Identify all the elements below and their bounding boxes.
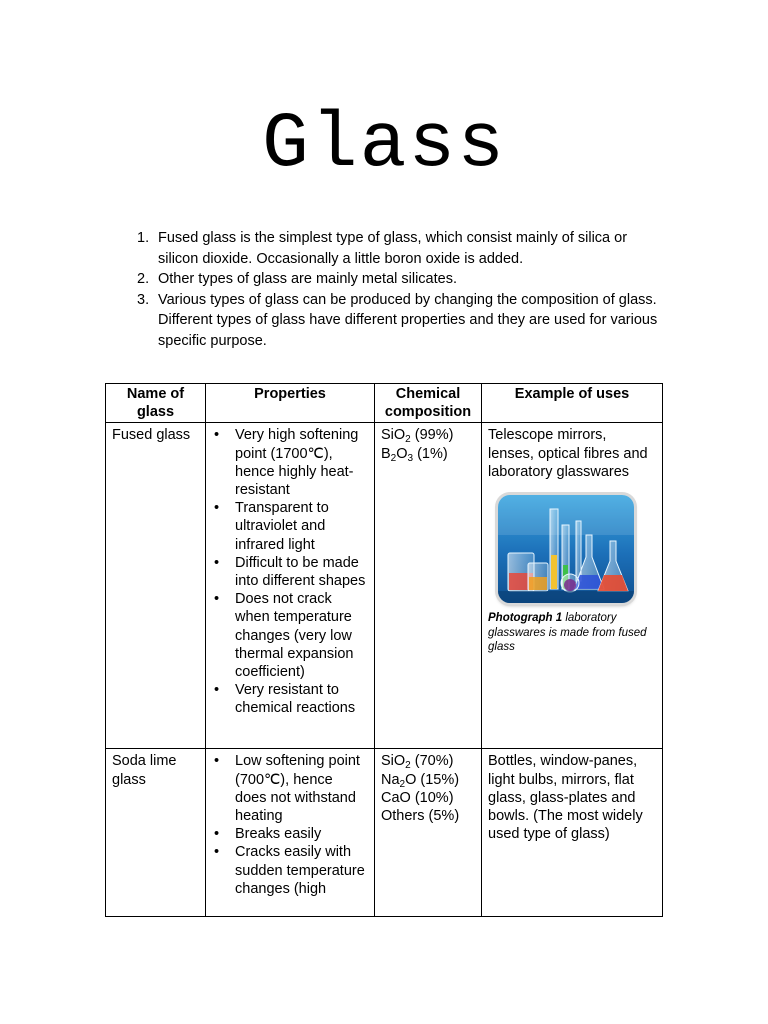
page-title: Glass — [261, 101, 507, 189]
list-item: • Breaks easily — [212, 825, 368, 843]
subscript: 2 — [405, 434, 411, 446]
list-item — [130, 290, 670, 352]
glassware-illustration — [498, 495, 634, 603]
composition-line: CaO (10%) — [381, 789, 454, 806]
caption-label: Photograph 1 — [488, 612, 563, 625]
list-text: Fused glass is the simplest type of glass, which consist mainly of silica or silicon dioxide. Occasionally a little boron oxide is added. — [158, 230, 628, 267]
uses-text: Telescope mirrors, lenses, optical fibres and laboratory glasswares — [488, 427, 648, 480]
photo-caption — [488, 611, 656, 655]
list-item — [130, 228, 670, 269]
composition-line — [381, 445, 475, 463]
glass-name: Soda lime glass — [106, 749, 206, 917]
uses-cell: Bottles, window-panes, light bulbs, mirrors, flat glass, glass-plates and bowls. (The most widely used type of glass) — [482, 749, 663, 917]
list-item: • Difficult to be made into different shapes — [212, 554, 368, 590]
list-number: 3. — [137, 291, 150, 308]
formula-text: (1%) — [413, 445, 448, 462]
list-item — [130, 269, 670, 290]
subscript: 2 — [399, 778, 406, 790]
table-row — [106, 423, 663, 749]
list-number: 1. — [137, 230, 150, 246]
list-item: • Very high softening point (1700℃), hence highly heat-resistant — [212, 426, 368, 499]
subscript: 2 — [405, 760, 411, 772]
list-item: • Does not crack when temperature changes (very low thermal expansion coefficient) — [212, 590, 368, 681]
intro-list — [130, 228, 670, 351]
glass-types-table — [105, 383, 663, 917]
list-text: Other types of glass are mainly metal silicates. — [158, 271, 457, 287]
lab-glassware-photo — [498, 495, 634, 603]
list-item: • Very resistant to chemical reactions — [212, 681, 368, 717]
composition-line — [381, 752, 475, 770]
composition-line — [381, 426, 475, 444]
header-uses: Example of uses — [482, 384, 663, 423]
properties-cell — [206, 423, 375, 749]
table-row — [106, 749, 663, 917]
formula-text: SiO — [381, 753, 406, 770]
list-item: • Low softening point (700℃), hence does not withstand heating — [212, 752, 368, 825]
formula-text: B — [381, 445, 391, 462]
formula-text: (70%) — [410, 753, 454, 770]
properties-list — [212, 752, 368, 898]
caption-text: laboratory glasswares is made from fused glass — [488, 612, 647, 654]
formula-text: O — [396, 445, 408, 462]
header-properties: Properties — [206, 384, 375, 423]
formula-text: (99%) — [410, 427, 454, 444]
formula-text: Na — [381, 771, 400, 788]
properties-list — [212, 426, 368, 717]
formula-text: SiO — [381, 427, 406, 444]
list-item: • Cracks easily with sudden temperature changes (high — [212, 843, 368, 898]
list-number: 2. — [137, 271, 150, 287]
list-text: Various types of glass can be produced by changing the composition of glass. Different types of glass have different properties and they are used for various specific purpose. — [158, 291, 658, 349]
formula-text: O (15%) — [405, 771, 460, 788]
header-name: Name of glass — [106, 384, 206, 423]
properties-cell — [206, 749, 375, 917]
subscript: 3 — [407, 452, 414, 464]
subscript: 2 — [390, 452, 397, 464]
list-item: • Transparent to ultraviolet and infrared light — [212, 499, 368, 554]
composition-line: Others (5%) — [381, 808, 460, 825]
composition-cell — [375, 423, 482, 749]
header-composition: Chemical composition — [375, 384, 482, 423]
glass-name: Fused glass — [106, 423, 206, 749]
table-header-row — [106, 384, 663, 423]
composition-cell — [375, 749, 482, 917]
composition-line — [381, 771, 475, 789]
uses-cell — [482, 423, 663, 749]
